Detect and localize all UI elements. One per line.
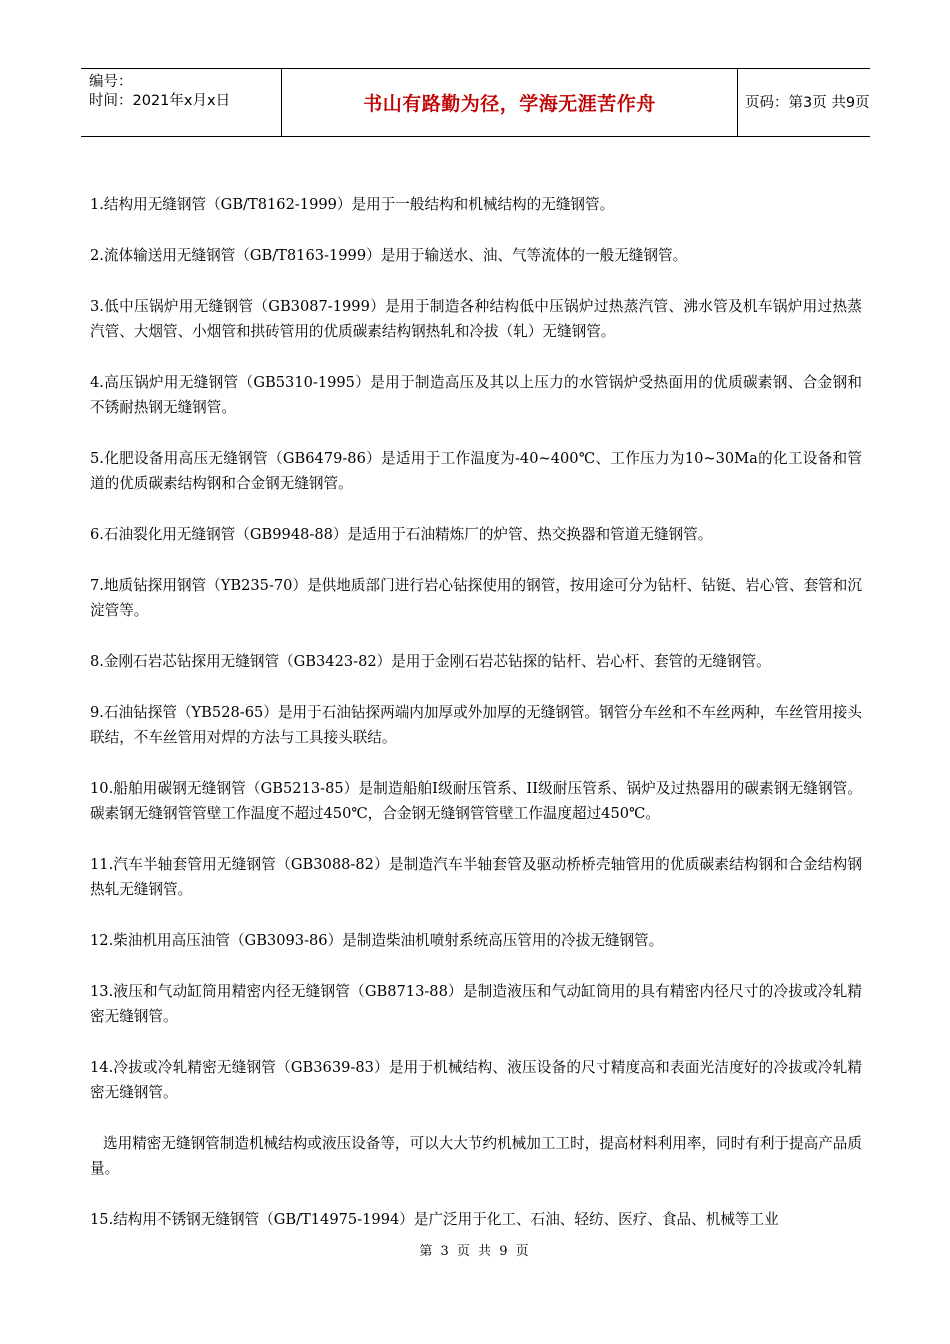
paragraph: 9.石油钻探管（YB528-65）是用于石油钻探两端内加厚或外加厚的无缝钢管。钢管分车丝和不车丝两种，车丝管用接头联结，不车丝管用对焊的方法与工具接头联结。 xyxy=(90,704,862,746)
header-meta-cell xyxy=(81,69,281,136)
paragraph: 10.船舶用碳钢无缝钢管（GB5213-85）是制造船舶I级耐压管系、II级耐压管系、锅炉及过热器用的碳素钢无缝钢管。碳素钢无缝钢管管壁工作温度不超过450℃，合金钢无缝钢管管壁工作温度超过450℃。 xyxy=(90,780,862,822)
paragraph: 2.流体输送用无缝钢管（GB/T8163-1999）是用于输送水、油、气等流体的一般无缝钢管。 xyxy=(90,247,688,264)
paragraph: 11.汽车半轴套管用无缝钢管（GB3088-82）是制造汽车半轴套管及驱动桥桥壳轴管用的优质碳素结构钢和合金结构钢热轧无缝钢管。 xyxy=(90,856,862,898)
paragraph: 14.冷拔或冷轧精密无缝钢管（GB3639-83）是用于机械结构、液压设备的尺寸精度高和表面光洁度好的冷拔或冷轧精密无缝钢管。 xyxy=(90,1059,862,1101)
number-label: 编号： xyxy=(89,74,133,90)
paragraph: 3.低中压锅炉用无缝钢管（GB3087-1999）是用于制造各种结构低中压锅炉过热蒸汽管、沸水管及机车锅炉用过热蒸汽管、大烟管、小烟管和拱砖管用的优质碳素结构钢热轧和冷拔（轧）无缝钢管。 xyxy=(90,298,862,340)
header-page-cell xyxy=(737,69,870,136)
header-slogan: 书山有路勤为径，学海无涯苦作舟 xyxy=(363,93,656,115)
paragraph: 15.结构用不锈钢无缝钢管（GB/T14975-1994）是广泛用于化工、石油、轻纺、医疗、食品、机械等工业 xyxy=(90,1211,779,1228)
header-slogan-cell xyxy=(281,69,738,136)
page-header xyxy=(81,68,870,137)
paragraph: 选用精密无缝钢管制造机械结构或液压设备等，可以大大节约机械加工工时，提高材料利用率，同时有利于提高产品质量。 xyxy=(90,1135,862,1177)
header-page-info: 页码：第3页 共9页 xyxy=(745,95,870,111)
paragraph: 6.石油裂化用无缝钢管（GB9948-88）是适用于石油精炼厂的炉管、热交换器和管道无缝钢管。 xyxy=(90,526,713,543)
date-label: 时间：2021年x月x日 xyxy=(89,93,231,109)
paragraph: 5.化肥设备用高压无缝钢管（GB6479-86）是适用于工作温度为-40~400℃、工作压力为10~30Ma的化工设备和管道的优质碳素结构钢和合金钢无缝钢管。 xyxy=(90,450,862,492)
page-footer: 第 3 页 共 9 页 xyxy=(419,1244,531,1259)
paragraph: 13.液压和气动缸筒用精密内径无缝钢管（GB8713-88）是制造液压和气动缸筒用的具有精密内径尺寸的冷拔或冷轧精密无缝钢管。 xyxy=(90,983,862,1025)
paragraph: 4.高压锅炉用无缝钢管（GB5310-1995）是用于制造高压及其以上压力的水管锅炉受热面用的优质碳素钢、合金钢和不锈耐热钢无缝钢管。 xyxy=(90,374,862,416)
document-body xyxy=(90,192,862,1258)
paragraph: 8.金刚石岩芯钻探用无缝钢管（GB3423-82）是用于金刚石岩芯钻探的钻杆、岩心杆、套管的无缝钢管。 xyxy=(90,653,771,670)
paragraph: 12.柴油机用高压油管（GB3093-86）是制造柴油机喷射系统高压管用的冷拔无缝钢管。 xyxy=(90,932,664,949)
paragraph: 1.结构用无缝钢管（GB/T8162-1999）是用于一般结构和机械结构的无缝钢管。 xyxy=(90,196,615,213)
paragraph: 7.地质钻探用钢管（YB235-70）是供地质部门进行岩心钻探使用的钢管，按用途可分为钻杆、钻铤、岩心管、套管和沉淀管等。 xyxy=(90,577,862,619)
